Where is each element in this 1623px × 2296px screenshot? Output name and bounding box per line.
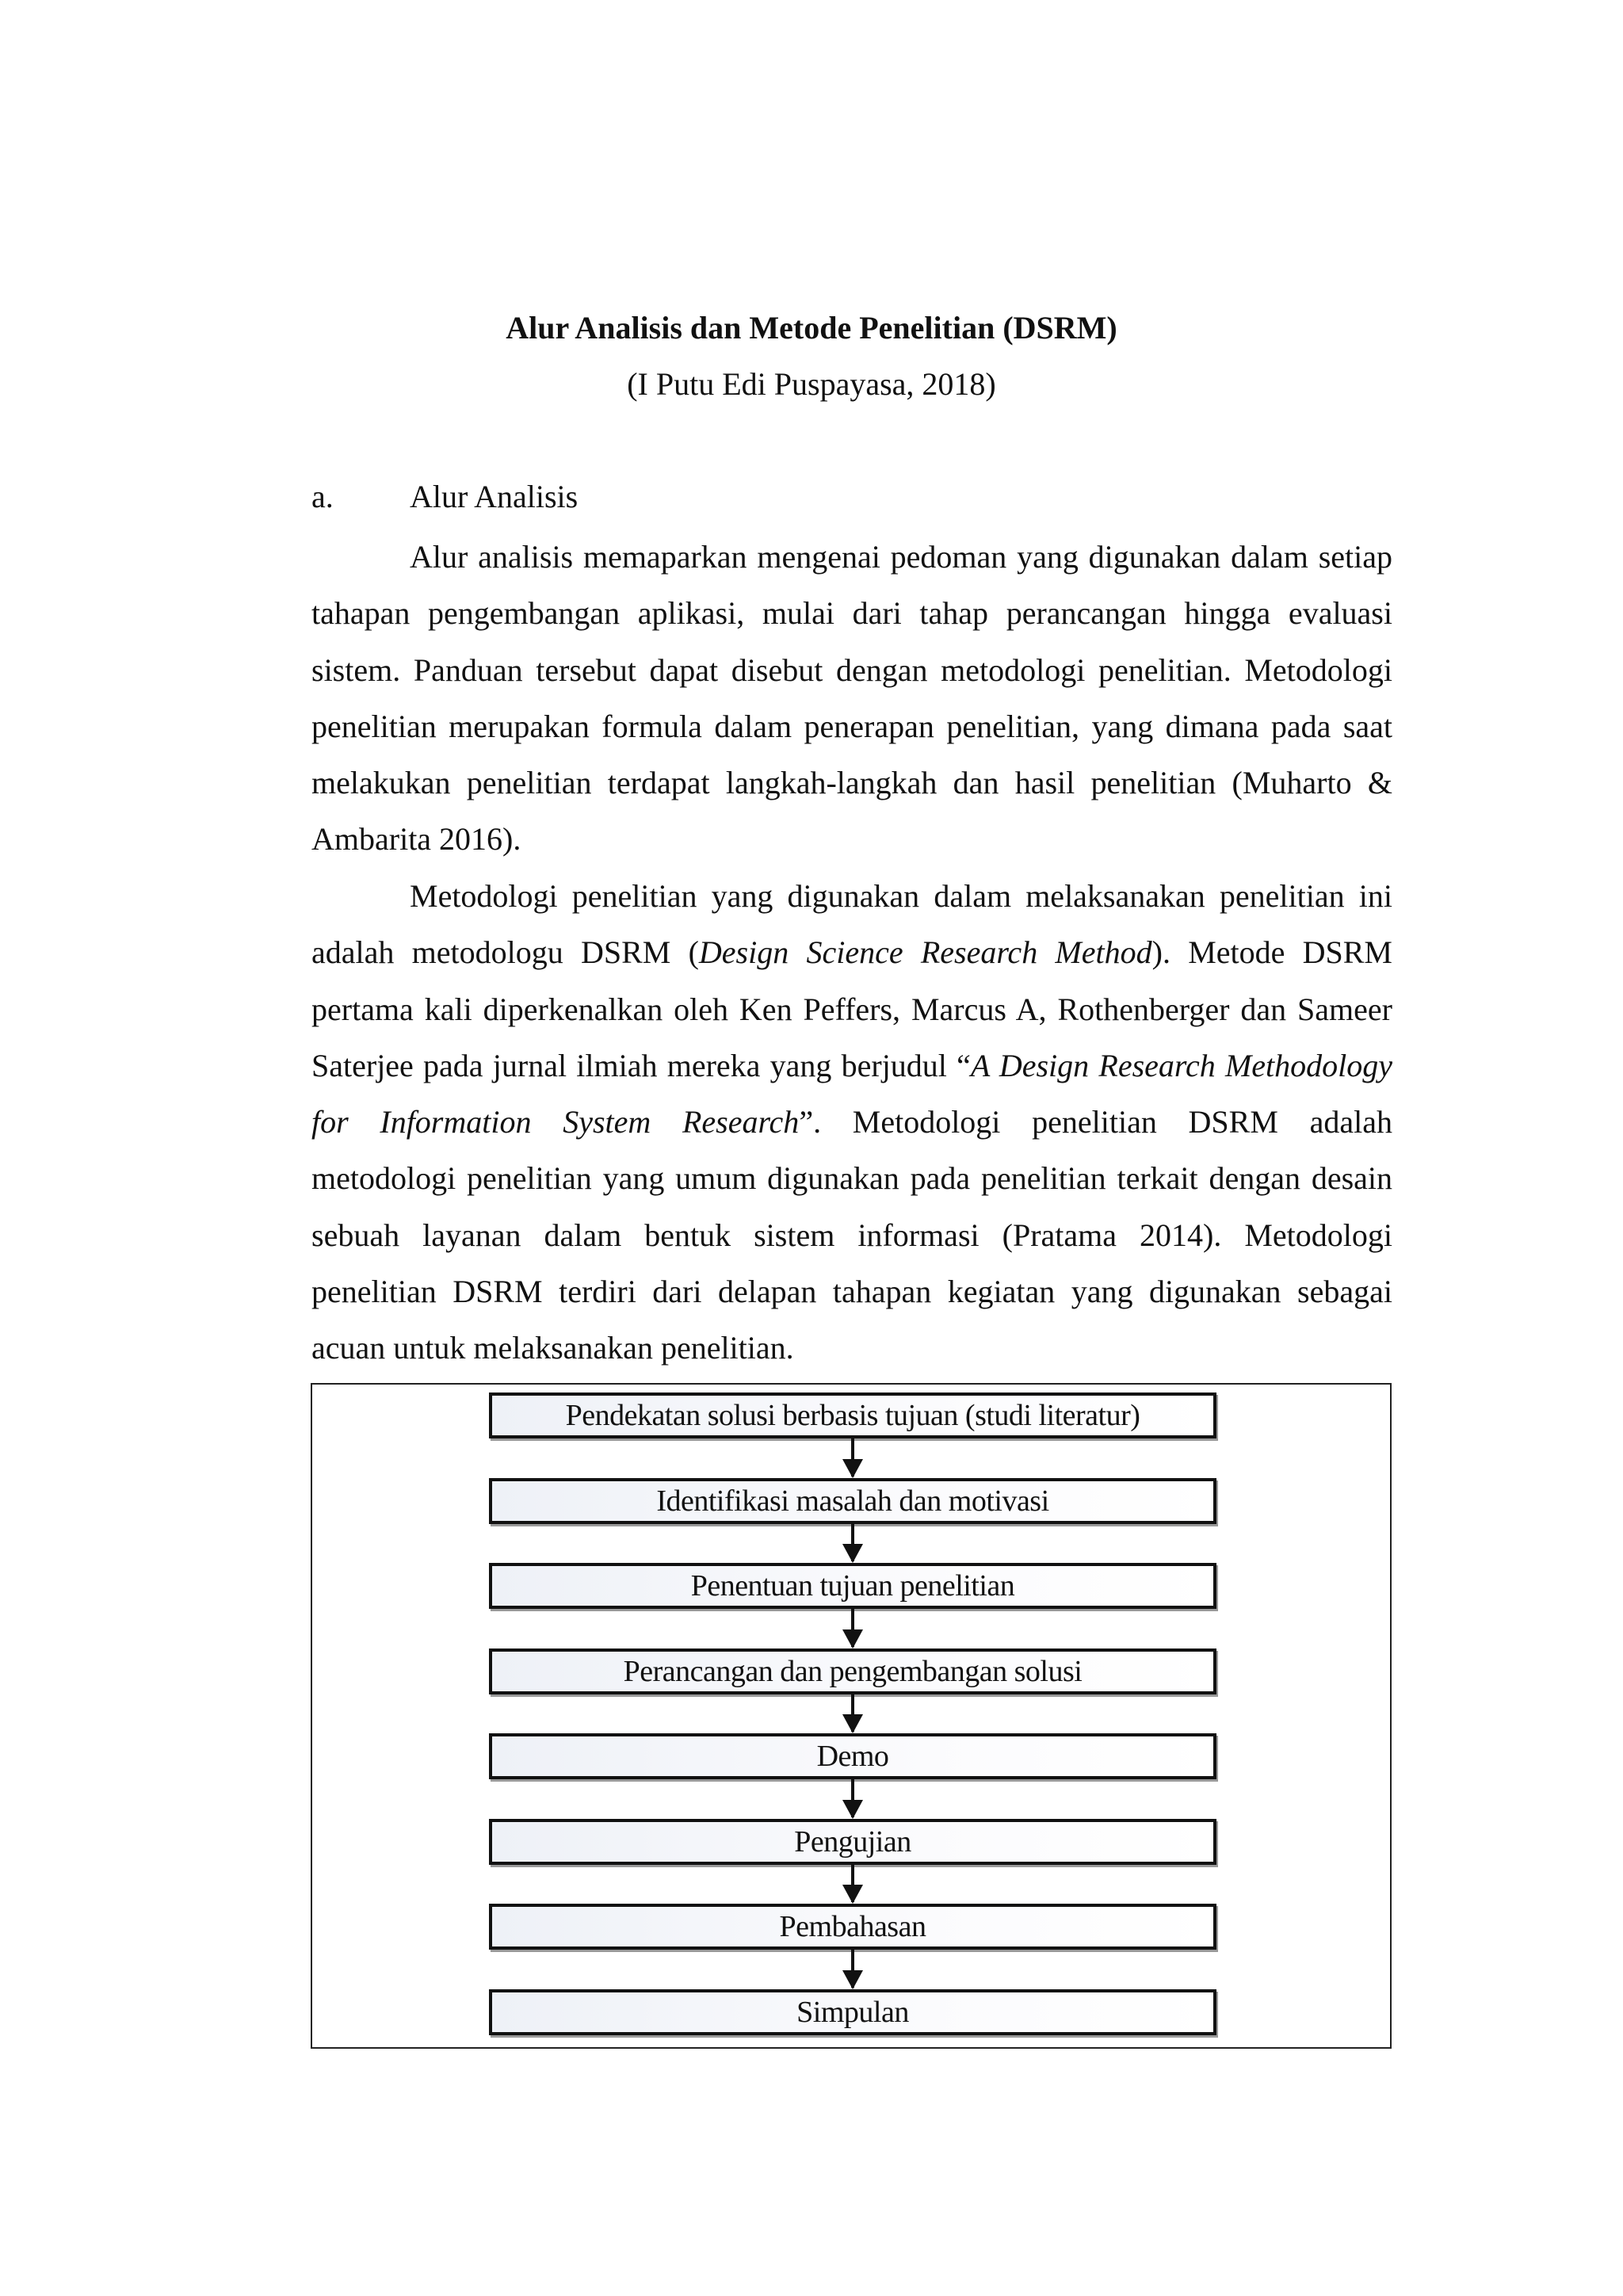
text-segment: acuan untuk melaksanakan penelitian. xyxy=(311,1330,794,1366)
dsrm-flowchart xyxy=(311,1383,1392,2049)
text-segment: sebuah layanan dalam bentuk sistem informasi (Pratama 2014). Metodologi xyxy=(311,1217,1392,1253)
section-number: a. xyxy=(311,479,334,514)
text-segment: Metodologi penelitian yang digunakan dalam melaksanakan penelitian ini xyxy=(410,878,1392,914)
arrow-down-icon xyxy=(851,1779,854,1817)
flowchart-step: Demo xyxy=(489,1733,1216,1779)
text-segment: tahapan pengembangan aplikasi, mulai dari tahap perancangan hingga evaluasi xyxy=(311,595,1392,632)
arrow-down-icon xyxy=(851,1609,854,1647)
section-heading xyxy=(311,478,578,515)
text-line xyxy=(311,529,1392,585)
text-line xyxy=(311,981,1392,1037)
flowchart-step: Simpulan xyxy=(489,1989,1216,2035)
arrow-down-icon xyxy=(851,1950,854,1988)
section-label: Alur Analisis xyxy=(410,479,579,514)
text-segment: penelitian merupakan formula dalam penerapan penelitian, yang dimana pada saat xyxy=(311,708,1392,744)
italic-text: for Information System Research xyxy=(311,1104,800,1140)
flowchart-step: Pengujian xyxy=(489,1819,1216,1865)
document-title: Alur Analisis dan Metode Penelitian (DSRM) xyxy=(506,310,1117,346)
text-segment: adalah metodologu DSRM ( xyxy=(311,934,699,971)
text-line xyxy=(311,868,1392,924)
text-segment: sistem. Panduan tersebut dapat disebut dengan metodologi penelitian. Metodologi xyxy=(311,651,1392,688)
text-line xyxy=(311,1263,1392,1320)
paragraph-1 xyxy=(311,529,1392,868)
flowchart-step: Pendekatan solusi berbasis tujuan (studi literatur) xyxy=(489,1392,1216,1438)
text-line xyxy=(311,811,1392,867)
text-line xyxy=(311,924,1392,980)
text-segment: ”. Metodologi penelitian DSRM adalah xyxy=(799,1104,1392,1140)
italic-text: Design Science Research Method xyxy=(698,934,1152,971)
flowchart-step: Penentuan tujuan penelitian xyxy=(489,1563,1216,1609)
arrow-down-icon xyxy=(851,1694,854,1733)
arrow-down-icon xyxy=(851,1524,854,1562)
text-line xyxy=(311,1320,1392,1376)
flowchart-step: Perancangan dan pengembangan solusi xyxy=(489,1648,1216,1694)
text-segment: melakukan penelitian terdapat langkah-langkah dan hasil penelitian (Muharto & xyxy=(311,765,1392,801)
text-segment: Saterjee pada jurnal ilmiah mereka yang berjudul “ xyxy=(311,1047,971,1083)
text-segment: pertama kali diperkenalkan oleh Ken Peffers, Marcus A, Rothenberger dan Sameer xyxy=(311,991,1392,1027)
flowchart-step: Pembahasan xyxy=(489,1904,1216,1950)
text-line xyxy=(311,642,1392,698)
flowchart-step: Identifikasi masalah dan motivasi xyxy=(489,1478,1216,1524)
text-line xyxy=(311,1150,1392,1206)
text-line xyxy=(311,698,1392,755)
text-segment: penelitian DSRM terdiri dari delapan tahapan kegiatan yang digunakan sebagai xyxy=(311,1274,1392,1310)
text-line xyxy=(311,1094,1392,1150)
document-subtitle: (I Putu Edi Puspayasa, 2018) xyxy=(627,366,996,402)
text-segment: Ambarita 2016). xyxy=(311,821,521,858)
arrow-down-icon xyxy=(851,1865,854,1903)
text-segment: Alur analisis memaparkan mengenai pedoman yang digunakan dalam setiap xyxy=(410,539,1392,575)
paragraph-2 xyxy=(311,868,1392,1377)
text-segment: metodologi penelitian yang umum digunakan pada penelitian terkait dengan desain xyxy=(311,1160,1392,1197)
text-segment: ). Metode DSRM xyxy=(1151,934,1392,971)
text-line xyxy=(311,755,1392,811)
text-line xyxy=(311,1207,1392,1263)
arrow-down-icon xyxy=(851,1438,854,1477)
text-line xyxy=(311,1037,1392,1094)
text-line xyxy=(311,585,1392,641)
italic-text: A Design Research Methodology xyxy=(970,1047,1393,1083)
